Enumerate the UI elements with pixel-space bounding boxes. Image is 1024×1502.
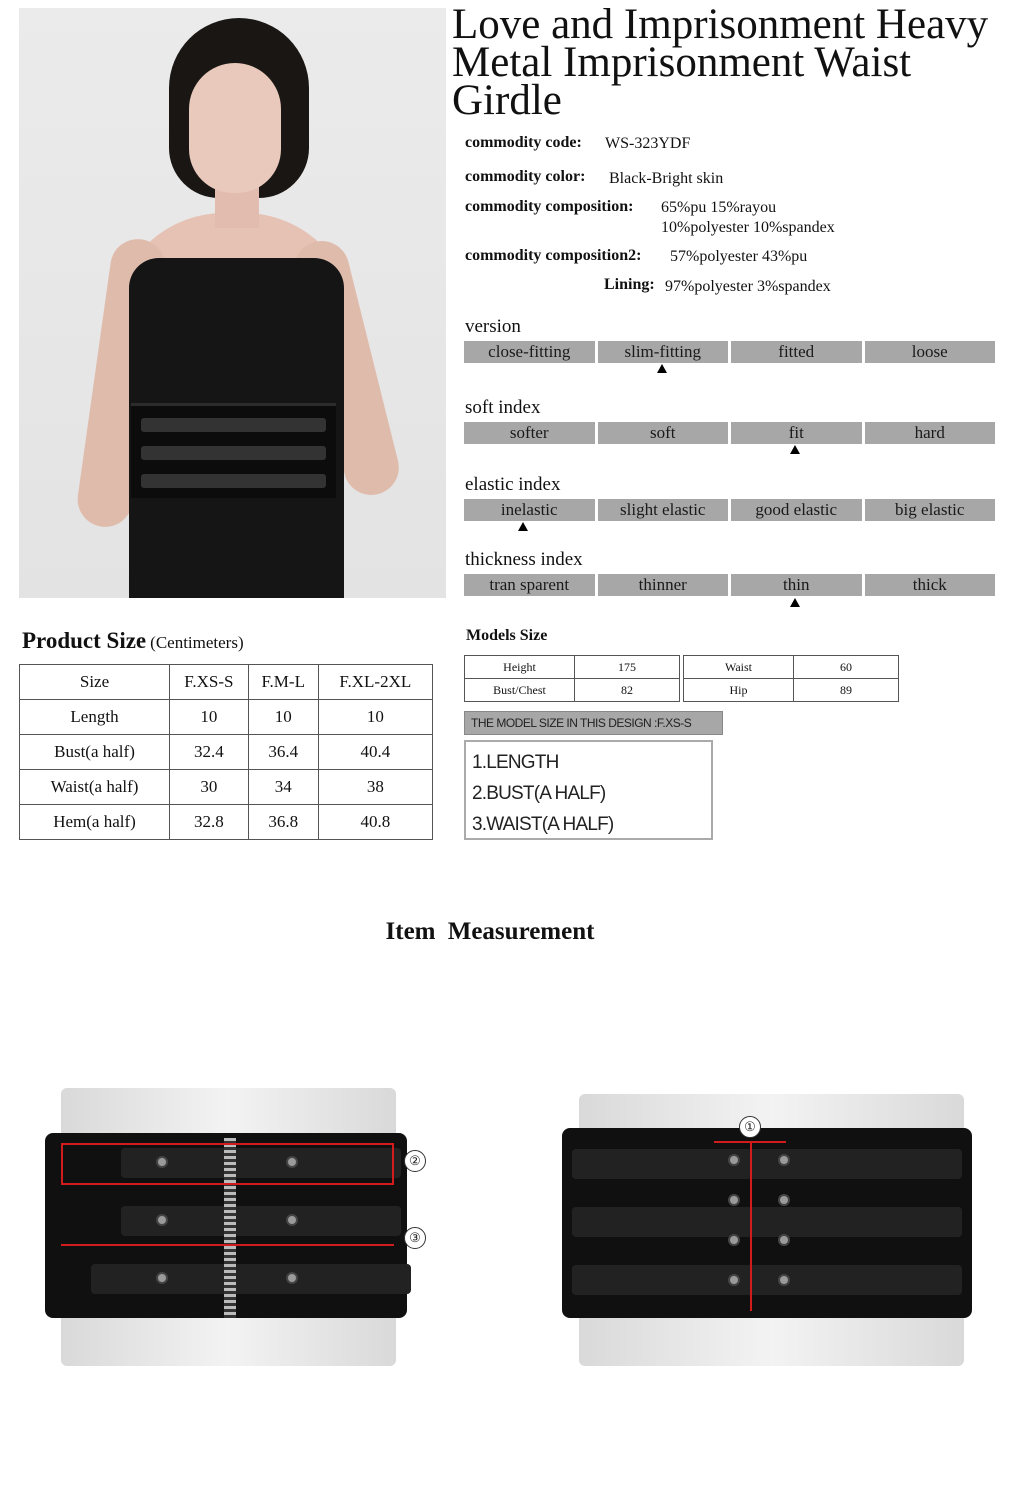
models-size-table-left: [464, 655, 680, 702]
spec-value: WS-323YDF: [605, 135, 691, 152]
spec-value: 97%polyester 3%spandex: [665, 278, 831, 295]
elastic-index-option: slight elastic: [598, 499, 729, 521]
elastic-index-label: elastic index: [465, 474, 561, 495]
table-cell: 40.4: [318, 735, 432, 770]
elastic-index-scale: [464, 499, 995, 521]
measurement-item: 1.LENGTH: [472, 752, 559, 773]
product-title: Love and Imprisonment Heavy Metal Imprisonment Waist Girdle: [452, 1, 989, 124]
model-size-note: THE MODEL SIZE IN THIS DESIGN :F.XS-S: [464, 711, 723, 735]
belt-front-photo: [31, 1088, 424, 1366]
table-cell: 38: [318, 770, 432, 805]
thickness-index-option: thick: [865, 574, 996, 596]
table-cell: Length: [20, 700, 170, 735]
spec-value: Black-Bright skin: [609, 170, 724, 187]
models-size-title: Models Size: [466, 627, 548, 644]
item-measurement-heading: Item Measurement: [385, 918, 595, 945]
waist-measure-line: [61, 1244, 394, 1246]
elastic-index-option: big elastic: [865, 499, 996, 521]
thickness-index-option: thin: [731, 574, 862, 596]
marker-three: ③: [404, 1227, 426, 1249]
measurement-item: 2.BUST(A HALF): [472, 783, 606, 804]
table-cell: Bust(a half): [20, 735, 170, 770]
spec-commodity-code: [465, 133, 691, 152]
thickness-index-scale: [464, 574, 995, 596]
table-row: [20, 735, 433, 770]
spec-label: Lining:: [604, 276, 655, 293]
table-cell: 10: [318, 700, 432, 735]
table-cell: 89: [794, 679, 899, 702]
table-cell: Bust/Chest: [465, 679, 575, 702]
table-cell: 36.4: [248, 735, 318, 770]
spec-lining: [604, 275, 831, 295]
elastic-index-option: good elastic: [731, 499, 862, 521]
soft-index-option: softer: [464, 422, 595, 444]
product-size-title: Product Size: [22, 628, 147, 653]
soft-index-scale: [464, 422, 995, 444]
soft-index-option: fit: [731, 422, 862, 444]
spec-commodity-composition2: [465, 246, 808, 265]
elastic-index-selected-marker-icon: [518, 522, 528, 531]
table-cell: Hip: [684, 679, 794, 702]
soft-index-option: hard: [865, 422, 996, 444]
spec-value: 57%polyester 43%pu: [670, 248, 808, 265]
length-measure-line: [750, 1141, 752, 1311]
version-option: slim-fitting: [598, 341, 729, 363]
table-row: [20, 770, 433, 805]
spec-value: 10%polyester 10%spandex: [661, 219, 835, 236]
table-row: [465, 656, 680, 679]
table-cell: 30: [170, 770, 249, 805]
version-scale: [464, 341, 995, 363]
table-cell: 34: [248, 770, 318, 805]
table-header-cell: Size: [20, 665, 170, 700]
models-size-table-right: [683, 655, 899, 702]
table-cell: 60: [794, 656, 899, 679]
measurement-legend: [464, 740, 713, 840]
table-row: [20, 805, 433, 840]
table-cell: 40.8: [318, 805, 432, 840]
elastic-index-option: inelastic: [464, 499, 595, 521]
table-cell: 32.4: [170, 735, 249, 770]
belt-back-photo: [544, 1094, 993, 1366]
marker-two: ②: [404, 1150, 426, 1172]
thickness-index-selected-marker-icon: [790, 598, 800, 607]
product-size-heading: [22, 628, 244, 654]
table-header-row: [20, 665, 433, 700]
table-header-cell: F.M-L: [248, 665, 318, 700]
version-option: fitted: [731, 341, 862, 363]
table-cell: 10: [170, 700, 249, 735]
measurement-item: 3.WAIST(A HALF): [472, 814, 614, 835]
table-cell: Height: [465, 656, 575, 679]
spec-commodity-color: [465, 167, 724, 187]
soft-index-option: soft: [598, 422, 729, 444]
thickness-index-option: thinner: [598, 574, 729, 596]
thickness-index-label: thickness index: [465, 549, 583, 570]
table-cell: Hem(a half): [20, 805, 170, 840]
table-row: [20, 700, 433, 735]
table-row: [684, 679, 899, 702]
table-cell: 175: [575, 656, 680, 679]
table-header-cell: F.XL-2XL: [318, 665, 432, 700]
version-label: version: [465, 316, 521, 337]
spec-label: commodity composition2:: [465, 247, 642, 264]
model-photo: [19, 8, 446, 598]
table-cell: 32.8: [170, 805, 249, 840]
spec-label: commodity code:: [465, 134, 582, 151]
product-size-table: [19, 664, 433, 840]
table-cell: 36.8: [248, 805, 318, 840]
table-cell: Waist(a half): [20, 770, 170, 805]
table-row: [684, 656, 899, 679]
table-cell: 82: [575, 679, 680, 702]
product-size-unit: (Centimeters): [150, 633, 244, 652]
version-selected-marker-icon: [657, 364, 667, 373]
marker-one: ①: [739, 1116, 761, 1138]
version-option: close-fitting: [464, 341, 595, 363]
table-cell: Waist: [684, 656, 794, 679]
table-header-cell: F.XS-S: [170, 665, 249, 700]
bust-measure-line: [61, 1143, 394, 1185]
thickness-index-option: tran sparent: [464, 574, 595, 596]
table-cell: 10: [248, 700, 318, 735]
spec-label: commodity color:: [465, 168, 586, 185]
spec-value: 65%pu 15%rayou: [661, 199, 777, 216]
version-option: loose: [865, 341, 996, 363]
spec-label: commodity composition:: [465, 198, 634, 215]
table-row: [465, 679, 680, 702]
soft-index-label: soft index: [465, 397, 541, 418]
spec-commodity-composition: [465, 197, 835, 236]
soft-index-selected-marker-icon: [790, 445, 800, 454]
